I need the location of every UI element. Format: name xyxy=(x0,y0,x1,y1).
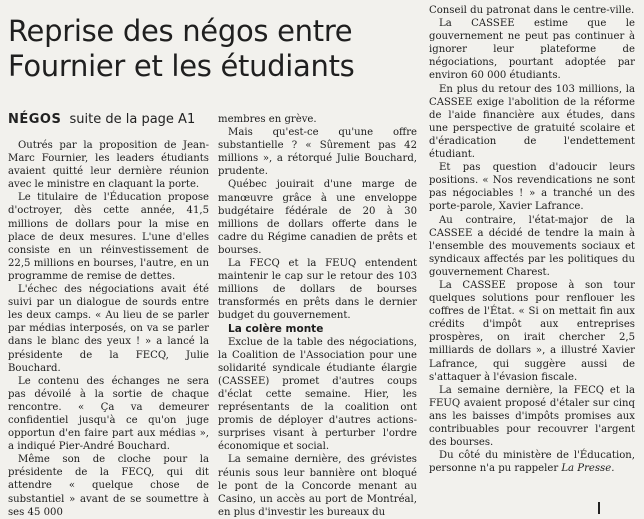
kicker-label: NÉGOS xyxy=(8,112,62,127)
signature: La Presse. xyxy=(561,463,615,475)
paragraph: La FECQ et la FEUQ entendent maintenir le cap sur le retour des 103 millions de dollars de bourses transformés en prêts dans le dernier budget du gouvernement. xyxy=(218,258,417,322)
paragraph: Et pas question d'adoucir leurs positions. « Nos revendications ne sont pas négociables ! » a tranché un des porte-parole, Xavier Lafrance. xyxy=(429,162,635,213)
column-rule-mark xyxy=(598,502,600,514)
paragraph: Mais qu'est-ce qu'une offre substantielle ? « Sûrement pas 42 millions », a rétorqué Julie Bouchard, prudente. xyxy=(218,127,417,178)
paragraph: La semaine dernière, la FECQ et la FEUQ avaient proposé d'étaler sur cinq ans les baisses d'impôts promises aux contribuables pour recouvrer l'argent des bourses. xyxy=(429,384,635,449)
paragraph: La CASSEE propose à son tour quelques solutions pour renflouer les coffres de l'État. « Si on mettait fin aux crédits d'impôt aux entreprises prospères, on irait chercher 2,5 milliards de dollars », a illustré Xavier Lafrance, qui suggère aussi de s'attaquer à l'évasion fiscale. xyxy=(429,279,635,383)
continuation-line: Conseil du patronat dans le centre-ville. xyxy=(429,5,635,16)
paragraph: Le contenu des échanges ne sera pas dévoilé à la sortie de chaque rencontre. « Ça va demeurer confidentiel jusqu'à ce qu'on juge opportun d'en faire part aux médias », a indiqué Pier-André Bouchard. xyxy=(8,375,209,453)
article-headline: Reprise des négos entre Fournier et les étudiants xyxy=(8,14,355,83)
paragraph: Exclue de la table des négociations, la Coalition de l'Association pour une solidarité syndicale étudiante élargie (CASSEE) promet d'autres coups d'éclat cette semaine. Hier, les représentants de la coalition ont promis de déployer d'autres actions-surprises visant à perturber l'ordre économique et social. xyxy=(218,336,417,453)
paragraph: Outrés par la proposition de Jean-Marc Fournier, les leaders étudiants avaient quitté leur dernière réunion avec le ministre en claquant la porte. xyxy=(8,140,209,191)
closing-paragraph xyxy=(429,449,635,475)
kicker xyxy=(8,112,195,127)
subheading: La colère monte xyxy=(228,322,324,335)
column-3 xyxy=(429,4,635,475)
column-2 xyxy=(218,113,417,519)
paragraph: La semaine dernière, des grévistes réunis sous leur bannière ont bloqué le pont de la Concorde menant au Casino, un accès au port de Montréal, en plus d'investir les bureaux du xyxy=(218,454,417,518)
paragraph: Même son de cloche pour la présidente de la FECQ, qui dit attendre « quelque chose de substantiel » avant de se soumettre à ses 45 000 xyxy=(8,454,209,518)
paragraph: En plus du retour des 103 millions, la CASSEE exige l'abolition de la réforme de l'aide financière aux études, dans une perspective de gratuité scolaire et d'éradication de l'endettement étudiant. xyxy=(429,83,635,161)
paragraph: Québec jouirait d'une marge de manœuvre grâce à une enveloppe budgétaire fédérale de 20 à 30 millions de dollars offerte dans le cadre du Régime canadien de prêts et bourses. xyxy=(218,179,417,256)
closing-text: Du côté du ministère de l'Éducation, personne n'a pu rappeler xyxy=(429,450,635,475)
column-1 xyxy=(8,139,209,519)
paragraph: L'échec des négociations avait été suivi par un dialogue de sourds entre les deux camps. « Au lieu de se parler par médias interposés, on va se parler dans le blanc des yeux ! » a lancé la présidente de la FECQ, Julie Bouchard. xyxy=(8,284,209,374)
paragraph: La CASSEE estime que le gouvernement ne peut pas continuer à ignorer leur plateforme de négociations, pourtant adoptée par environ 60 000 étudiants. xyxy=(429,18,635,82)
continuation-line: membres en grève. xyxy=(218,114,317,125)
kicker-text: suite de la page A1 xyxy=(69,112,196,127)
paragraph: Le titulaire de l'Éducation propose d'octroyer, dès cette année, 41,5 millions de dollars pour la mise en place de deux mesures. L'une d'elles consiste en un réinvestissement de 22,5 millions en bourses, l'autre, en un programme de remise de dettes. xyxy=(8,192,209,282)
paragraph: Au contraire, l'état-major de la CASSEE a décidé de tendre la main à l'ensemble des mouvements sociaux et syndicaux affectés par les politiques du gouvernement Charest. xyxy=(429,214,635,278)
